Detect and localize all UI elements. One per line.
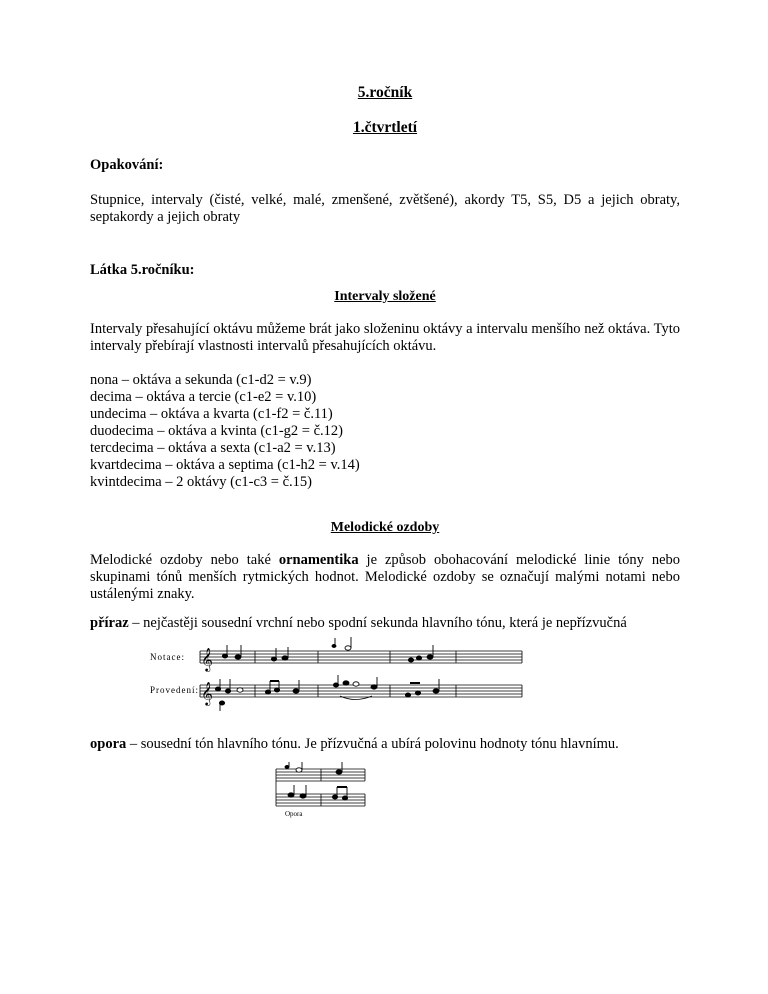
interval-item: duodecima – oktáva a kvinta (c1-g2 = č.12) [90,423,343,439]
priraz-term: příraz [90,615,129,631]
review-heading: Opakování: [90,157,164,173]
svg-text:𝄞: 𝄞 [201,681,213,705]
ornaments-intro: Melodické ozdoby nebo také ornamentika je způsob obohacování melodické linie tóny nebo skupinami tónů menších rytmických hodnot. Melodické ozdoby se označují malými notami nebo ustálenými znaky. [90,552,681,602]
priraz-definition: příraz – nejčastěji sousední vrchní nebo spodní sekunda hlavního tónu, která je nepřízvučná [90,615,627,631]
svg-text:𝄞: 𝄞 [201,647,213,671]
review-text: Stupnice, intervaly (čisté, velké, malé, zmenšené, zvětšené), akordy T5, S5, D5 a jejich obraty, septakordy a jejich obraty [90,192,680,225]
opora-definition: opora – sousední tón hlavního tónu. Je přízvučná a ubírá polovinu hodnoty tónu hlavnímu. [90,736,619,752]
interval-item: tercdecima – oktáva a sexta (c1-a2 = v.13) [90,440,336,456]
interval-item: decima – oktáva a tercie (c1-e2 = v.10) [90,389,317,405]
interval-item: undecima – oktáva a kvarta (c1-f2 = č.11) [90,406,333,422]
opora-term: opora [90,736,127,752]
compound-heading: Intervaly složené [334,289,436,304]
interval-item: kvartdecima – oktáva a septima (c1-h2 = v.14) [90,457,360,473]
interval-item: nona – oktáva a sekunda (c1-d2 = v.9) [90,372,312,388]
priraz-score [150,633,530,715]
ornaments-heading: Melodické ozdoby [330,520,440,535]
provedeni-label: Provedení: [150,685,199,695]
opora-score [273,762,368,818]
notace-label: Notace: [150,652,185,662]
compound-text: Intervaly přesahující oktávu můžeme brát jako složeninu oktávy a intervalu menšího než oktáva. Tyto intervaly přebírají vlastnosti intervalů přesahujících oktávu. [90,321,680,354]
opora-label: Opora [285,810,303,818]
interval-item: kvintdecima – 2 oktávy (c1-c3 = č.15) [90,474,312,490]
page-subtitle: 1.čtvrtletí [352,119,418,136]
page-title: 5.ročník [357,84,413,101]
ornamentika-term: ornamentika [278,552,359,568]
content-heading: Látka 5.ročníku: [90,262,195,278]
